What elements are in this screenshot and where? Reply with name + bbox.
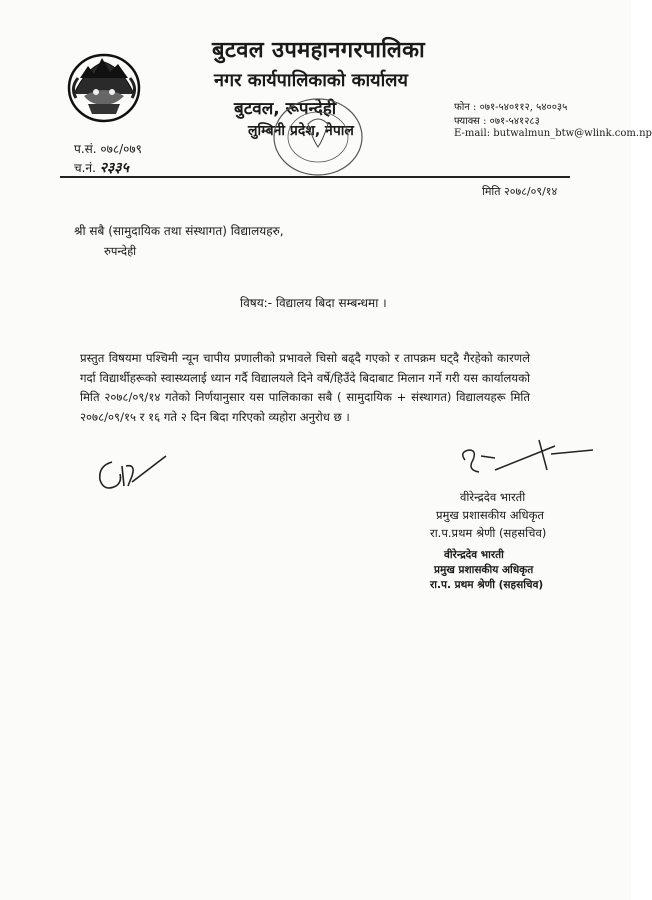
letter-date: मिति २०७८/०९/१४ bbox=[482, 185, 558, 198]
stamp-title: प्रमुख प्रशासकीय अधिकृत bbox=[434, 564, 534, 576]
ps-value: ०७८/०७९ bbox=[100, 142, 142, 156]
stamp-name: वीरेन्द्रदेव भारती bbox=[444, 549, 504, 561]
ps-label: प.सं. bbox=[74, 142, 97, 156]
header-divider bbox=[60, 176, 570, 178]
municipality-emblem-logo bbox=[66, 48, 142, 124]
cn-reference bbox=[74, 158, 129, 177]
recipient-line: श्री सबै (सामुदायिक तथा संस्थागत) विद्यालयहरु, bbox=[74, 224, 284, 238]
phone-number: फोन : ०७१-५४०११२, ५४००३५ bbox=[454, 102, 568, 113]
stamp-rank: रा.प. प्रथम श्रेणी (सहसचिव) bbox=[430, 579, 544, 591]
province-line: लुम्बिनी प्रदेश, नेपाल bbox=[248, 123, 354, 139]
signatory-title: प्रमुख प्रशासकीय अधिकृत bbox=[436, 508, 544, 522]
subject-line: विषय:- विद्यालय बिदा सम्बन्धमा । bbox=[240, 296, 387, 310]
office-address: बुटवल, रूपन्देही bbox=[234, 99, 337, 119]
office-name: नगर कार्यपालिकाको कार्यालय bbox=[214, 70, 408, 91]
cn-value: २३३५ bbox=[99, 160, 129, 176]
officer-signature bbox=[455, 436, 605, 486]
office-round-stamp bbox=[268, 92, 368, 182]
signatory-block bbox=[430, 488, 590, 593]
signatory-rank: रा.प.प्रथम श्रेणी (सहसचिव) bbox=[430, 526, 547, 540]
recipient-district: रुपन्देही bbox=[104, 244, 137, 258]
fax-number: फ्याक्स : ०७१-५४१२८३ bbox=[454, 116, 540, 127]
email-address: E-mail: butwalmun_btw@wlink.com.np bbox=[454, 128, 652, 139]
letter-body: प्रस्तुत विषयमा पश्चिमी न्यून चापीय प्रणालीको प्रभावले चिसो बढ्दै गएको र तापक्रम घट्दै गैरहेको कारणले गर्दा विद्यार्थीहरूको स्वास्थ्यलाई ध्यान गर्दै विद्यालयले दिने वर्षे/हिउँदे बिदाबाट मिलान गर्ने गरी यस कार्यालयको मिति २०७८/०९/१४ गतेको निर्णयानुसार यस पालिकाका सबै ( सामुदायिक + संस्थागत) विद्यालयहरू मिति २०७८/०९/१५ र १६ गते २ दिन बिदा गरिएको व्यहोरा अनुरोध छ । bbox=[80, 351, 530, 424]
signatory-name: वीरेन्द्रदेव भारती bbox=[460, 490, 526, 504]
cn-label: च.नं. bbox=[74, 161, 96, 175]
ps-reference bbox=[74, 140, 142, 157]
org-name: बुटवल उपमहानगरपालिका bbox=[212, 38, 426, 63]
initial-signature bbox=[92, 452, 172, 497]
